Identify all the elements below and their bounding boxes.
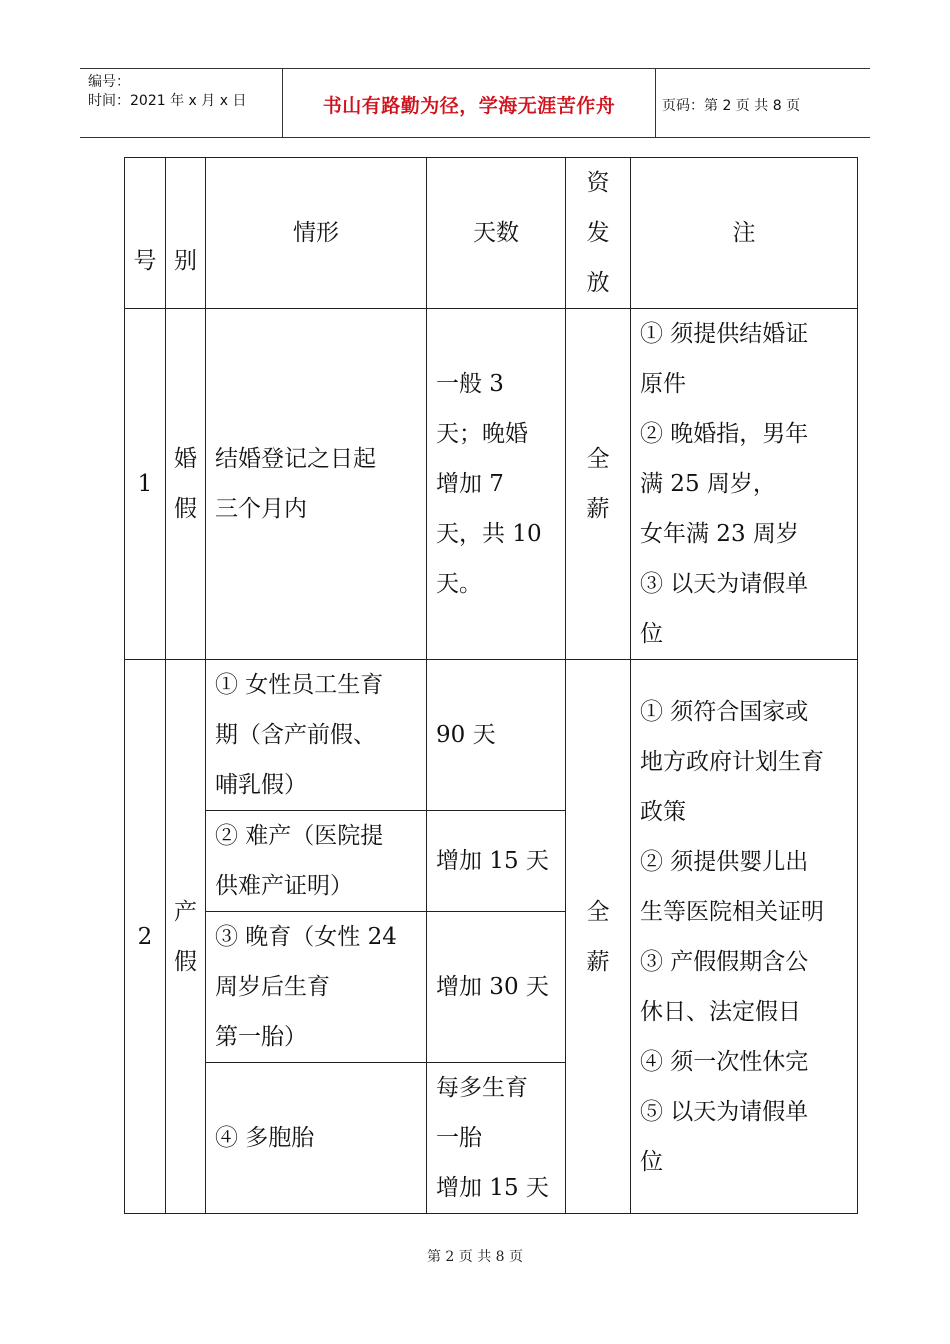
table-header-row xyxy=(125,158,858,309)
col-header-days: 天数 xyxy=(427,158,566,309)
col-header-type: 别 xyxy=(166,158,206,309)
leave-days xyxy=(427,309,566,660)
note-line: ② 晚婚指，男年 xyxy=(640,421,809,447)
note-line: ① 须符合国家或 xyxy=(640,698,809,725)
note-line: 位 xyxy=(640,1148,663,1175)
situation-line: ④ 多胞胎 xyxy=(215,1125,315,1151)
row-number: 2 xyxy=(125,660,166,1214)
table-row-maternity-leave xyxy=(125,660,858,811)
leave-days xyxy=(427,811,566,912)
days-line: 增加 30 天 xyxy=(436,974,549,1000)
table-row-marriage-leave xyxy=(125,309,858,660)
pay-status-char: 薪 xyxy=(586,496,610,522)
situation-line: 期（含产前假、 xyxy=(215,722,376,748)
col-header-pay-char: 资 xyxy=(586,170,610,196)
page-header xyxy=(80,68,870,138)
leave-notes xyxy=(631,660,858,1214)
note-line: ① 须提供结婚证 xyxy=(640,321,809,347)
leave-notes xyxy=(631,309,858,660)
pay-status-char: 薪 xyxy=(586,948,610,975)
days-line: 天。 xyxy=(436,571,482,597)
situation-line: ③ 晚育（女性 24 xyxy=(215,924,397,950)
pay-status-char: 全 xyxy=(586,446,610,472)
leave-type-char: 假 xyxy=(174,948,197,975)
col-header-notes: 注 xyxy=(631,158,858,309)
days-line: 一胎 xyxy=(436,1125,482,1151)
situation-line: 周岁后生育 xyxy=(215,974,330,1000)
note-line: 政策 xyxy=(640,798,686,825)
leave-situation xyxy=(206,660,427,811)
situation-line: ① 女性员工生育 xyxy=(215,672,384,698)
note-line: 原件 xyxy=(640,371,686,397)
pay-status xyxy=(566,309,631,660)
note-line: ④ 须一次性休完 xyxy=(640,1048,809,1075)
leave-table xyxy=(124,157,858,1214)
leave-type xyxy=(166,309,206,660)
days-line: 天；晚婚 xyxy=(436,421,528,447)
days-line: 一般 3 xyxy=(436,371,504,397)
document-number-label: 编号： xyxy=(88,74,130,90)
leave-days xyxy=(427,660,566,811)
days-line: 90 天 xyxy=(436,722,496,748)
col-header-pay xyxy=(566,158,631,309)
leave-situation xyxy=(206,1063,427,1214)
pay-status xyxy=(566,660,631,1214)
header-meta xyxy=(88,73,246,111)
col-header-situation: 情形 xyxy=(206,158,427,309)
situation-line: 第一胎） xyxy=(215,1024,307,1050)
leave-type-char: 婚 xyxy=(174,446,197,472)
leave-type xyxy=(166,660,206,1214)
note-line: 女年满 23 周岁 xyxy=(640,521,799,547)
note-line: ③ 以天为请假单 xyxy=(640,571,809,597)
days-line: 增加 15 天 xyxy=(436,1175,549,1201)
note-line: ③ 产假假期含公 xyxy=(640,948,809,975)
situation-line: 哺乳假） xyxy=(215,772,307,798)
note-line: 休日、法定假日 xyxy=(640,998,801,1025)
page-footer: 第 2 页 共 8 页 xyxy=(426,1249,524,1265)
situation-line: 供难产证明） xyxy=(215,873,353,899)
row-number: 1 xyxy=(125,309,166,660)
days-line: 天，共 10 xyxy=(436,521,542,547)
note-line: ② 须提供婴儿出 xyxy=(640,848,809,875)
col-header-pay-char: 发 xyxy=(586,220,610,246)
note-line: ⑤ 以天为请假单 xyxy=(640,1098,809,1125)
days-line: 增加 15 天 xyxy=(436,848,549,874)
leave-days xyxy=(427,912,566,1063)
note-line: 满 25 周岁， xyxy=(640,471,776,497)
leave-situation xyxy=(206,912,427,1063)
pay-status-char: 全 xyxy=(586,898,610,925)
note-line: 位 xyxy=(640,621,663,647)
situation-line: 结婚登记之日起 xyxy=(215,446,376,472)
leave-type-char: 产 xyxy=(174,898,197,925)
leave-days xyxy=(427,1063,566,1214)
col-header-number: 号 xyxy=(125,158,166,309)
situation-line: 三个月内 xyxy=(215,496,307,522)
header-divider xyxy=(655,69,656,137)
leave-situation xyxy=(206,811,427,912)
situation-line: ② 难产（医院提 xyxy=(215,823,384,849)
document-date: 时间：2021 年 x 月 x 日 xyxy=(88,93,247,109)
header-page-info: 页码：第 2 页 共 8 页 xyxy=(662,98,801,114)
days-line: 每多生育 xyxy=(436,1075,528,1101)
note-line: 生等医院相关证明 xyxy=(640,898,824,925)
leave-situation xyxy=(206,309,427,660)
note-line: 地方政府计划生育 xyxy=(640,748,824,775)
days-line: 增加 7 xyxy=(436,471,504,497)
header-motto: 书山有路勤为径，学海无涯苦作舟 xyxy=(322,95,616,117)
leave-type-char: 假 xyxy=(174,496,197,522)
col-header-pay-char: 放 xyxy=(586,270,610,296)
